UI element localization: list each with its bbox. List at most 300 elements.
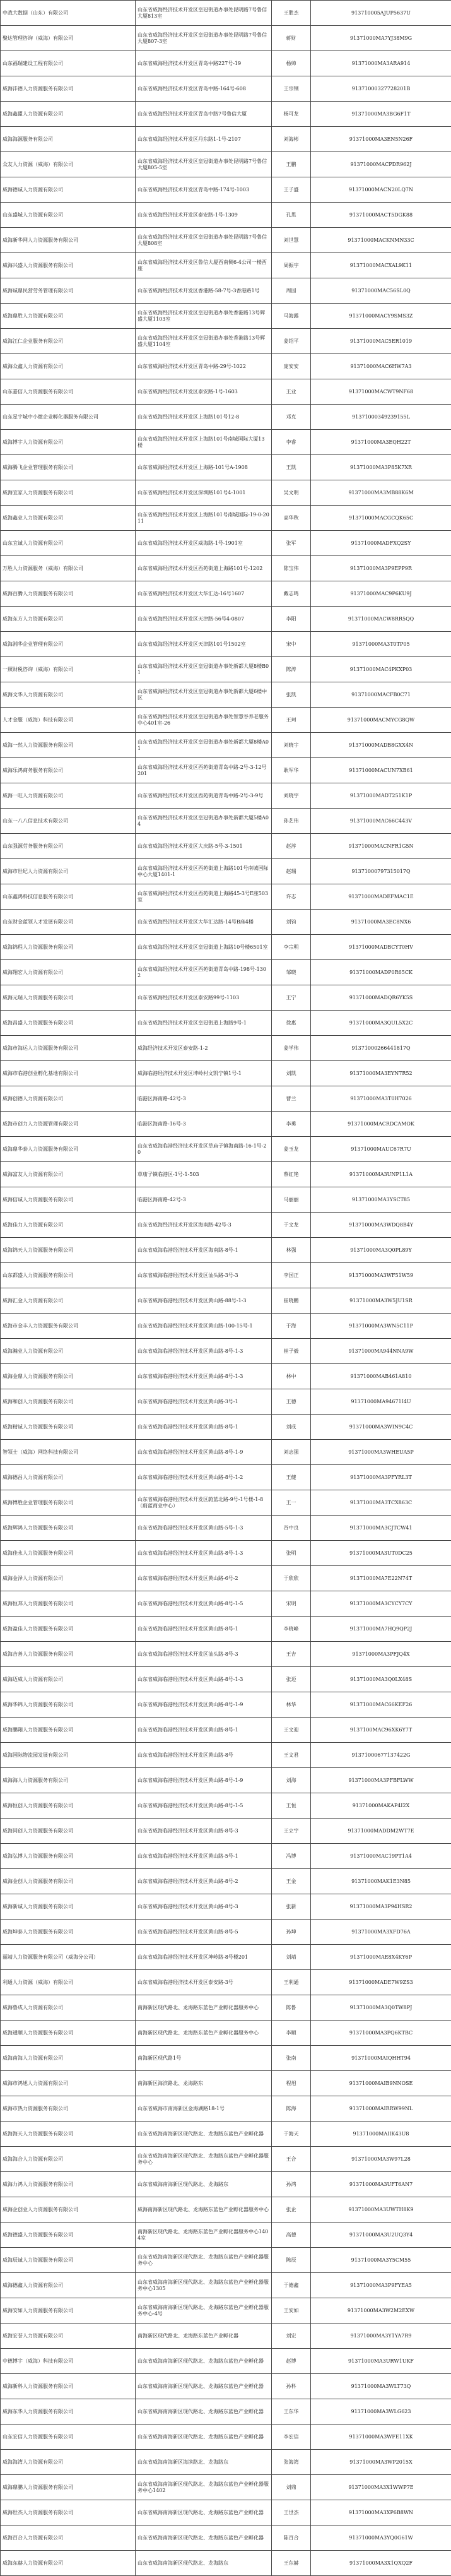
legal-representative-cell: 王吉 [272,1642,311,1667]
address-cell: 山东省威海南海新区现代路北、龙海路东 [136,2551,272,2576]
company-name-cell: 山东盛城人力资源有限公司 [1,203,136,228]
legal-representative-cell: 于欣欣 [272,1566,311,1591]
company-name-cell: 威海鼎鹏人力资源服务有限公司 [1,2475,136,2500]
legal-representative-cell: 许志 [272,884,311,910]
company-name-cell: 威海恒创人力资源服务有限公司 [1,1793,136,1819]
company-name-cell: 威海海源服务有限公司 [1,127,136,152]
address-cell: 山东省威海临港经济技术开发区黄山路-88号-1-3 [136,1288,272,1314]
legal-representative-cell: 曹兰 [272,1086,311,1112]
legal-representative-cell: 张企 [272,2197,311,2223]
address-cell: 山东省威海经济技术开发区香港路-58-7号-3香港路1号 [136,278,272,304]
credit-code-cell: 91371000MAC56SL0Q [311,278,451,304]
company-name-cell: 威海佳永人力资源服务有限公司 [1,1541,136,1566]
credit-code-cell: 91371000MADFXQ2SY [311,531,451,556]
legal-representative-cell: 孔思 [272,203,311,228]
table-row [1,506,451,531]
credit-code-cell: 91371000MADEFMAC1E [311,884,451,910]
address-cell: 山东省威海经济技术开发区青岛中路7号鲁信大厦 [136,102,272,127]
legal-representative-cell: 谷中良 [272,1516,311,1541]
company-name-cell: 威海鑫业人力资源有限公司 [1,506,136,531]
table-row [1,607,451,632]
table-row [1,1718,451,1743]
address-cell: 山东省威海南海新区海滨路北、龙海路东 [136,2450,272,2475]
company-name-cell: 威海鑫盟人力资源有限公司 [1,102,136,127]
legal-representative-cell: 张军 [272,531,311,556]
address-cell: 山东省威海临港经济技术开发区黄山路-3号-1 [136,1389,272,1415]
address-cell: 山东省威海临港经济技术开发区汕头路-8号-3 [136,1642,272,1667]
table-row [1,960,451,985]
address-cell: 山东省威海临港经济技术开发区黄山路-8号-1-9 [136,1768,272,1793]
legal-representative-cell: 高华秋 [272,506,311,531]
company-name-cell: 威海宏誉人力资源有限公司 [1,2324,136,2349]
table-row [1,2248,451,2273]
legal-representative-cell: 张凯 [272,682,311,708]
address-cell: 威海临港经济技术开发区坤岭村文凯宁镇1号-1 [136,1061,272,1086]
legal-representative-cell: 林强 [272,1238,311,1263]
table-row [1,1263,451,1288]
credit-code-cell: 91371000MA3WLT73Q [311,2374,451,2399]
address-cell: 山东省威海临港经济技术开发区黄山路-8号-1-3 [136,1667,272,1692]
legal-representative-cell: 程旭 [272,2071,311,2096]
table-row [1,102,451,127]
company-name-cell: 威海恒邦人力资源服务有限公司 [1,1591,136,1617]
company-name-cell: 威海鹏翔人力资源服务有限公司 [1,1718,136,1743]
table-row [1,1768,451,1793]
address-cell: 山东省威海经济技术开发区丹东路1-1号-2107 [136,127,272,152]
address-cell: 威海南海新区现代路北、龙海路东蓝色产业孵化器服务中心 [136,2197,272,2223]
table-row [1,1541,451,1566]
credit-code-cell: 91371000MA3QUL5X2C [311,1011,451,1036]
credit-code-cell: 91371000MACPDR962J [311,152,451,177]
table-row [1,1162,451,1187]
address-cell: 山东省威海南海新区现代路北、龙海路东蓝色产业孵化器服务中心1305 [136,2273,272,2298]
address-cell: 山东省威海临港经济技术开发区黄山路-8号-1-3 [136,1541,272,1566]
company-name-cell: 威海鼎胜人力资源有限公司 [1,304,136,329]
credit-code-cell: 91371000677137422G [311,1743,451,1768]
table-row [1,203,451,228]
address-cell: 南海新区现代路北、龙海路东蓝色产业孵化器服务中心 [136,1995,272,2021]
address-cell: 山东省威海南海新区现代路北、龙海路东蓝色产业孵化器 [136,2500,272,2526]
address-cell: 山东省威海经济技术开发区青岛中路227号-19 [136,51,272,76]
address-cell: 山东省威海临港经济技术开发区黄山路-8号-2 [136,1869,272,1894]
table-row [1,430,451,455]
address-cell: 山东省威海经济技术开发区泰安路-1号-1603 [136,379,272,405]
legal-representative-cell: 孙科 [272,2374,311,2399]
legal-representative-cell: 王东华 [272,2399,311,2425]
company-name-cell: 山东强源劳务服务有限公司 [1,834,136,859]
address-cell: 山东省威海经济技术开发区青岛中路-29号-1022 [136,354,272,379]
table-row [1,783,451,809]
company-name-cell: 威海金鼎人力资源服务有限公司 [1,1364,136,1389]
legal-representative-cell: 庞安安 [272,354,311,379]
company-name-cell: 威海新华网人力资源服务有限公司 [1,228,136,253]
credit-code-cell: 91371000MACUN7XB61 [311,758,451,783]
address-cell: 山东省威海南海新区现代路北、龙海路东蓝色产业孵化器 [136,2374,272,2399]
legal-representative-cell: 陈百合 [272,2526,311,2551]
legal-representative-cell: 马丽丽 [272,1187,311,1213]
credit-code-cell: 91371000MA3EQH22T [311,430,451,455]
company-name-cell: 威海宜家人力资源服务有限公司 [1,480,136,506]
address-cell: 山东省威海临港经济技术开发区黄山路-8号 [136,1743,272,1768]
credit-code-cell: 91371000MA3XP6B8WN [311,2500,451,2526]
legal-representative-cell: 张明 [272,1541,311,1566]
legal-representative-cell: 赵博 [272,2349,311,2374]
legal-representative-cell: 邓克 [272,405,311,430]
address-cell: 山东省威海南海新区现代路北、龙海路东蓝色产业孵化器服务中心 [136,2248,272,2273]
credit-code-cell: 91371000MA3UT0DC25 [311,1541,451,1566]
company-name-cell: 一照财税咨询（威海）有限公司 [1,657,136,682]
company-name-cell: 威海佳力人力资源有限公司 [1,1213,136,1238]
address-cell: 山东省威海临港经济技术开发区泰安路-3号 [136,1970,272,1995]
credit-code-cell: 91371000MA3MB88K6M [311,480,451,506]
credit-code-cell: 91371000MAUC67R7U [311,1137,451,1162]
legal-representative-cell: 王一 [272,1490,311,1516]
credit-code-cell: 91371000327728201B [311,76,451,102]
company-name-cell: 威海东华人力资源服务有限公司 [1,2399,136,2425]
table-row [1,1516,451,1541]
legal-representative-cell: 王子盛 [272,177,311,203]
address-cell: 山东省威海临港经济技术开发区黄山路-8号-3 [136,1819,272,1844]
legal-representative-cell: 杨可龙 [272,102,311,127]
address-cell: 山东省威海临港经济技术开发区黄山路-8号-1 [136,1617,272,1642]
legal-representative-cell: 王宁 [272,985,311,1011]
address-cell: 山东省威海经济技术开发区皇冠街道办事处新都大厦8楼B01 [136,657,272,682]
credit-code-cell: 91371000MACWT9NF68 [311,379,451,405]
address-cell: 威海经济技术开发区泰安路-1-2 [136,1036,272,1061]
credit-code-cell: 91371000MA3BG6F1T [311,102,451,127]
credit-code-cell: 91371000MA3WN5C11P [311,1314,451,1339]
legal-representative-cell: 刘鼎 [272,2475,311,2500]
legal-representative-cell: 刘海彬 [272,127,311,152]
legal-representative-cell: 王利通 [272,1970,311,1995]
legal-representative-cell: 王凯 [272,455,311,480]
credit-code-cell: 91371000MACFB0C71 [311,682,451,708]
company-name-cell: 威海德鑫人力资源有限公司 [1,2273,136,2298]
legal-representative-cell: 张新 [272,1894,311,1920]
credit-code-cell: 91371000MA3YSCT85 [311,1187,451,1213]
company-name-cell: 威海市热力资源服务有限公司 [1,2096,136,2122]
legal-representative-cell: 刘靖 [272,1945,311,1970]
company-name-cell: 威海市金丰人力资源服务有限公司 [1,1314,136,1339]
address-cell: 山东省威海临港经济技术开发区汕头路-3号-3 [136,1263,272,1288]
address-cell: 山东省威海南海新区现代路北、龙海路东蓝色产业孵化器服务中心 [136,2147,272,2172]
company-name-cell: 威海市鸿旭人力资源有限公司 [1,2071,136,2096]
credit-code-cell: 91371000MADBCYT0HV [311,935,451,960]
table-row [1,657,451,682]
table-row [1,758,451,783]
legal-representative-cell: 张海湾 [272,2450,311,2475]
company-name-cell: 威海辉鸿人力资源服务有限公司 [1,1516,136,1541]
legal-representative-cell: 张迈 [272,1667,311,1692]
legal-representative-cell: 周振宇 [272,253,311,278]
company-name-cell: 威海兴盛人力资源服务有限公司 [1,253,136,278]
company-name-cell: 中德博宇（威海）科技有限公司 [1,2349,136,2374]
address-cell: 山东省威海经济技术开发区上海路101号南城国际大厦13楼 [136,430,272,455]
credit-code-cell: 91371000MA3Q0LX48S [311,1667,451,1692]
company-name-cell: 威海市海运人力资源服务有限公司 [1,1036,136,1061]
company-name-cell: 威海博宇人力资源有限公司 [1,430,136,455]
company-name-cell: 人才金服（威海）科技有限公司 [1,708,136,733]
company-name-cell: 威海湘华企业管理有限公司 [1,632,136,657]
legal-representative-cell: 孙坤 [272,1920,311,1945]
company-name-cell: 威海和创人力资源服务有限公司 [1,1389,136,1415]
company-name-cell: 威海市临港创业孵化基地有限公司 [1,1061,136,1086]
table-row [1,1793,451,1819]
credit-code-cell: 91371000MA3P9EPP9R [311,556,451,581]
company-name-cell: 威海海人力资源服务有限公司 [1,1768,136,1793]
address-cell: 山东省威海南海新区现代路北、龙海路东蓝色产业孵化器服务中心-4号 [136,2298,272,2324]
credit-code-cell: 91371000MAIIK43U8 [311,2122,451,2147]
credit-code-cell: 91371000MADB8GXX4N [311,733,451,758]
table-body [1,1,451,2576]
legal-representative-cell: 吴文明 [272,480,311,506]
legal-representative-cell: 赵淳 [272,834,311,859]
table-row [1,1,451,26]
credit-code-cell: 91371000MAIRRW99NL [311,2096,451,2122]
address-cell: 山东省威海南海新区现代路北、龙海路东 [136,2172,272,2197]
legal-representative-cell: 邹晓 [272,960,311,985]
credit-code-cell: 91371000MAE8X4KY6P [311,1945,451,1970]
address-cell: 山东省威海临港经济技术开发区黄山路-8号-1-2 [136,1465,272,1490]
address-cell: 山东省威海临港经济技术开发区黄山路-5号-1-3 [136,1516,272,1541]
legal-representative-cell: 周园 [272,278,311,304]
address-cell: 山东省威海经济技术开发区皇冠街道办事处昆明路7号鲁信大厦805-5室 [136,152,272,177]
legal-representative-cell: 王珂 [272,708,311,733]
credit-code-cell: 91371000MA3PFYRL3T [311,1465,451,1490]
company-name-cell: 威海金泽人力资源有限公司 [1,1566,136,1591]
legal-representative-cell: 王宗钢 [272,76,311,102]
company-name-cell: 威海众鑫人力资源有限公司 [1,354,136,379]
credit-code-cell: 91371000MA3UWTH8K9 [311,2197,451,2223]
company-name-cell: 威海同创人力资源服务有限公司 [1,1819,136,1844]
table-row [1,1566,451,1591]
credit-code-cell: 91371000MA3P85K7XR [311,455,451,480]
table-row [1,2374,451,2399]
table-row [1,581,451,607]
table-row [1,480,451,506]
legal-representative-cell: 王鹏 [272,152,311,177]
company-name-cell: 威海沣德人力资源服务有限公司 [1,76,136,102]
company-name-cell: 威海市创力人力资源管理有限公司 [1,1112,136,1137]
company-name-cell: 威海德盛人力资源服务有限公司 [1,2223,136,2248]
table-row [1,2475,451,2500]
legal-representative-cell: 冯博 [272,1844,311,1869]
address-cell: 山东省威海经济技术开发区上海路-101号A-1908 [136,455,272,480]
table-row [1,935,451,960]
address-cell: 山东省威海经济技术开发区天津路-56号4-0807 [136,607,272,632]
table-row [1,1617,451,1642]
address-cell: 山东省威海经济技术开发区天津路101号1502室 [136,632,272,657]
credit-code-cell: 91371000MA3X1WWP7E [311,2475,451,2500]
credit-code-cell: 91371000MADQR6YK5S [311,985,451,1011]
credit-code-cell: 91371000349239155L [311,405,451,430]
table-row [1,1086,451,1112]
table-row [1,1213,451,1238]
address-cell: 山东省威海经济技术开发区海南路-42号-3 [136,1213,272,1238]
address-cell: 山东省威海经济技术开发区大华汇达-16号1607 [136,581,272,607]
table-row [1,1667,451,1692]
company-name-cell: 智领士（威海）网络科技有限公司 [1,1440,136,1465]
table-row [1,1844,451,1869]
credit-code-cell: 91371000MA3CYCY7CY [311,1591,451,1617]
company-name-cell: 威海一然人力资源服务有限公司 [1,733,136,758]
table-row [1,2122,451,2147]
address-cell: 南海新区现代路北、龙海路东蓝色产业孵化器 [136,2324,272,2349]
address-cell: 山东省威海经济技术开发区西苑街道上海路101号-1202 [136,556,272,581]
company-name-cell: 山东宏信人力资源服务有限公司 [1,2425,136,2450]
table-row [1,278,451,304]
address-cell: 山东省威海经济技术开发区皇冠街道办事处新都大厦8楼A01 [136,733,272,758]
legal-representative-cell: 于海天 [272,2122,311,2147]
legal-representative-cell: 李宏信 [272,2425,311,2450]
credit-code-cell: 91371000MA3T0TP05 [311,632,451,657]
credit-code-cell: 91371000MACT5DGK88 [311,203,451,228]
legal-representative-cell: 王文迎 [272,1718,311,1743]
address-cell: 山东省威海南海新区现代路北、龙海路东蓝色产业孵化器服务中心1402 [136,2475,272,2500]
company-name-cell: 利通人力资源（威海）有限公司 [1,1970,136,1995]
company-name-cell: 威海迈威人力资源有限公司 [1,1667,136,1692]
table-row [1,2172,451,2197]
company-name-cell: 威海百腾人力资源服务有限公司 [1,581,136,607]
company-name-cell: 山东都盛人力资源服务有限公司 [1,1263,136,1288]
address-cell: 山东省威海临港经济技术开发区黄山路-8号-1-3 [136,1364,272,1389]
credit-code-cell: 91371000MADP0R65CK [311,960,451,985]
company-name-cell: 威海盈佳人力资源服务有限公司 [1,1617,136,1642]
company-name-cell: 威海世杰人力资源服务有限公司 [1,2500,136,2526]
address-cell: 山东省威海经济技术开发区泰安路-1号-1309 [136,203,272,228]
legal-representative-cell: 陈宝伟 [272,556,311,581]
address-cell: 山东省威海临港经济技术开发区黄山路-8号-3 [136,1894,272,1920]
address-cell: 山东省威海经济技术开发区西苑街道青岛中路-198号-1302 [136,960,272,985]
company-name-cell: 威海锦天人力资源服务有限公司 [1,1238,136,1263]
address-cell: 山东省威海经济技术开发区深圳路101号4-1001 [136,480,272,506]
company-name-cell: 威海辰诚人力资源服务有限公司 [1,2248,136,2273]
credit-code-cell: 9137100MAC96XK6Y7T [311,1718,451,1743]
address-cell: 山东省威海经济技术开发区大华汇达路-14号B座4楼 [136,910,272,935]
address-cell: 山东省威海经济技术开发区威海路-1号-1901室 [136,531,272,556]
credit-code-cell: 91371000MA3W5JU1SR [311,1288,451,1314]
legal-representative-cell: 刘世慧 [272,228,311,253]
address-cell: 山东省威海经济技术开发区青岛中路-164号-608 [136,76,272,102]
table-row [1,1389,451,1415]
address-cell: 南海新区海滨路北、龙海路东 [136,2071,272,2096]
company-name-cell: 威海诚鼎民营劳务管理有限公司 [1,278,136,304]
table-row [1,2223,451,2248]
company-name-cell: 威海力鸿人力资源服务有限公司 [1,2172,136,2197]
legal-representative-cell: 张南 [272,2046,311,2071]
legal-representative-cell: 王德 [272,1389,311,1415]
company-name-cell: 丽靖人力资源服务有限公司（威海分公司） [1,1945,136,1970]
table-row [1,2046,451,2071]
company-name-cell: 威海鲁成人力资源有限公司 [1,1995,136,2021]
address-cell: 南海新区现代路1号 [136,2046,272,2071]
address-cell: 山东省威海市南海新区金海湖路18-1号 [136,2096,272,2122]
table-row [1,1339,451,1364]
table-row [1,2450,451,2475]
address-cell: 山东省威海经济技术开发区皇冠街道办事处昆明路7号鲁信大厦807-3室 [136,26,272,51]
legal-representative-cell: 姜学伟 [272,1036,311,1061]
legal-representative-cell: 刘晓宇 [272,783,311,809]
credit-code-cell: 91371000MA3T0H7026 [311,1086,451,1112]
address-cell: 山东省威海临港经济技术开发区黄山路-6号-2 [136,1566,272,1591]
legal-representative-cell: 李晓峰 [272,1617,311,1642]
company-name-cell: 威海乐鸿商务服务有限公司 [1,758,136,783]
table-row [1,2500,451,2526]
table-row [1,1011,451,1036]
company-name-cell: 山东福瑞建设工程有限公司 [1,51,136,76]
credit-code-cell: 91371000MA3WIN9C4C [311,1415,451,1440]
table-row [1,2399,451,2425]
table-row [1,1743,451,1768]
address-cell: 山东省威海经济技术开发区青岛中路-174号-1003 [136,177,272,203]
table-row [1,1036,451,1061]
address-cell: 临港区海南路-42号-3 [136,1187,272,1213]
address-cell: 山东省威海经济技术开发区皇冠街道办事处智慧谷养老服务中心401室-26 [136,708,272,733]
legal-representative-cell: 陈辰 [272,2248,311,2273]
company-name-cell: 山东财金蓝领人才发展有限公司 [1,910,136,935]
company-name-cell: 威海博胜企业管理服务有限公司 [1,1490,136,1516]
credit-code-cell: 91371000MA3Q0PL89Y [311,1238,451,1263]
credit-code-cell: 91371000MAC5ER1019 [311,329,451,354]
legal-representative-cell: 姜玉龙 [272,1137,311,1162]
address-cell: 山东省威海经济技术开发区西苑街道青岛中路-2号-3-9号 [136,783,272,809]
company-name-cell: 威海百合人力资源有限公司 [1,2526,136,2551]
legal-representative-cell: 刘钧 [272,910,311,935]
table-row [1,2071,451,2096]
table-row [1,1440,451,1465]
table-row [1,1061,451,1086]
credit-code-cell: 91371000MACXAL9K11 [311,253,451,278]
table-row [1,2526,451,2551]
table-row [1,1112,451,1137]
address-cell: 山东省威海南海新区现代路北、龙海路东蓝色产业孵化器 [136,2425,272,2450]
company-name-cell: 聚达管理咨询（威海）有限公司 [1,26,136,51]
credit-code-cell: 91371000266441817Q [311,1036,451,1061]
address-cell: 山东省威海经济技术开发区西苑街道青岛中路-2号-3-12号201 [136,758,272,783]
legal-representative-cell: 徐惠 [272,1011,311,1036]
legal-representative-cell: 王金 [272,1869,311,1894]
company-name-cell: 山东鑫鸿科技信息服务有限公司 [1,884,136,910]
table-row [1,26,451,51]
company-name-cell: 威海信诚人力资源服务有限公司 [1,1187,136,1213]
credit-code-cell: 91371000MACMYCG8QW [311,708,451,733]
legal-representative-cell: 于文龙 [272,1213,311,1238]
company-name-cell: 威海汇金人力资源有限公司 [1,1288,136,1314]
table-row [1,1945,451,1970]
credit-code-cell: 91371000MA3XFD76A [311,1920,451,1945]
company-name-cell: 威海富友人力资源有限公司 [1,1162,136,1187]
table-row [1,1819,451,1844]
address-cell: 山东省威海临港经济技术开发区坤岭路-8号楼201 [136,1945,272,1970]
table-row [1,2349,451,2374]
company-name-cell: 威海企创业人力资源服务有限公司 [1,2197,136,2223]
credit-code-cell: 91371000MAIB9NNOSE [311,2071,451,2096]
company-name-cell: 威海新诚人力资源服务有限公司 [1,1894,136,1920]
legal-representative-cell: 陈鲁 [272,1995,311,2021]
address-cell: 山东省威海经济技术开发区上海路101号12-8 [136,405,272,430]
credit-code-cell: 91371000MA3P94HSR2 [311,1894,451,1920]
table-row [1,1490,451,1516]
credit-code-cell: 91371000MAC19PT1A4 [311,1844,451,1869]
company-name-cell: 威海新科人力资源服务有限公司 [1,2374,136,2399]
address-cell: 山东省威海临港经济技术开发区黄山路-8号-1 [136,1415,272,1440]
credit-code-cell: 91371000MA7YJ38M9G [311,26,451,51]
legal-representative-cell: 李勇 [272,1112,311,1137]
credit-code-cell: 91371000MA3ARA914 [311,51,451,76]
table-row [1,177,451,203]
company-name-cell: 威海一旺人力资源有限公司 [1,783,136,809]
company-name-cell: 威海通顺人力资源服务有限公司 [1,2021,136,2046]
